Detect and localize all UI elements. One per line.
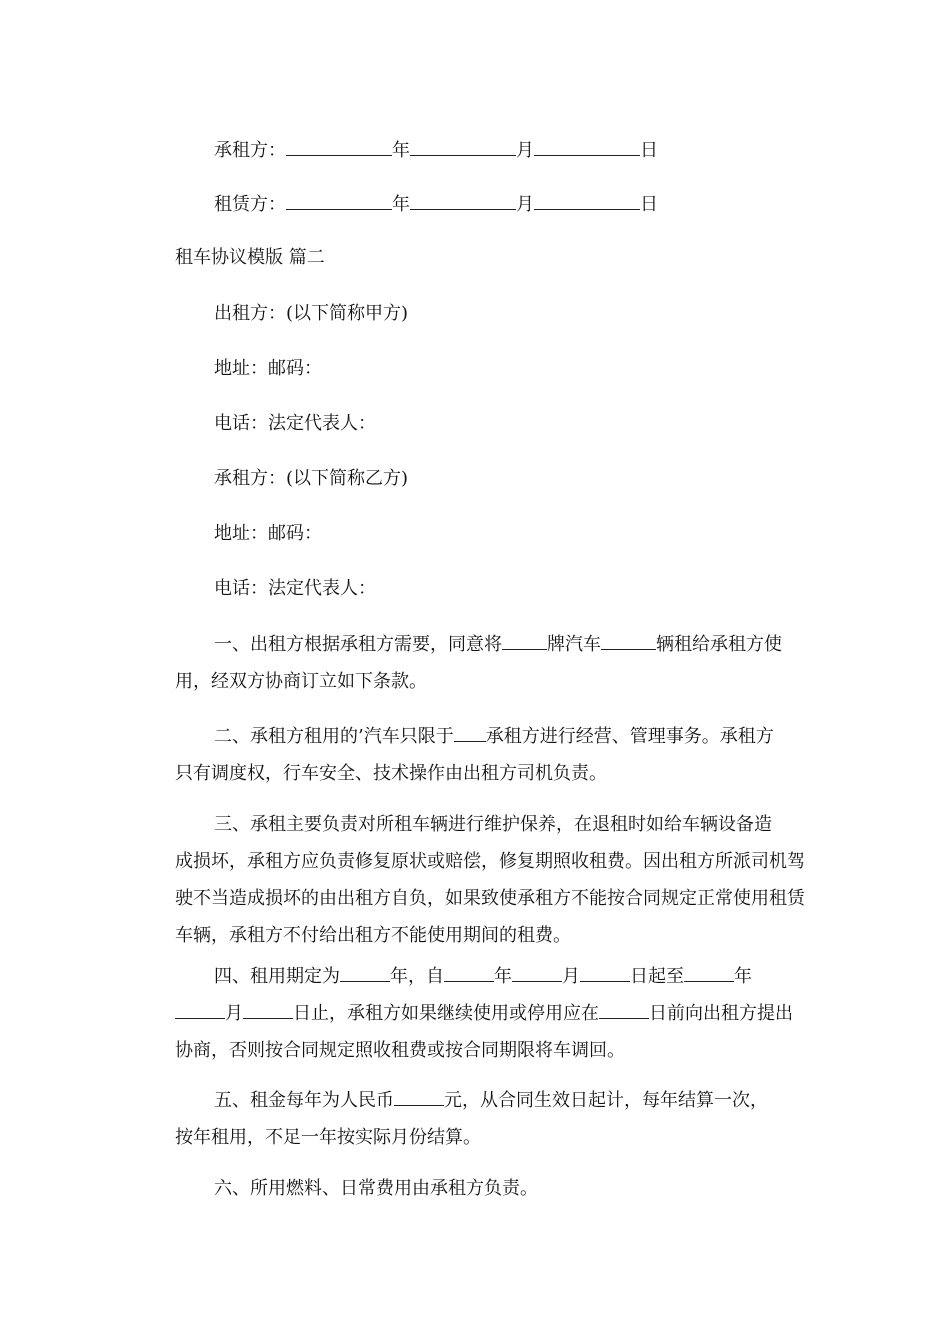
rent-blank [394, 1087, 444, 1106]
clause-5: 五、租金每年为人民币 元，从合同生效日起计，每年结算一次， 按年租用，不足一年按实际月份结算。 [175, 1082, 807, 1156]
end-year-blank [684, 963, 734, 982]
lessee-label: 承租方： [214, 140, 286, 161]
plate-blank [502, 631, 547, 650]
lessee-signature-line [214, 137, 658, 163]
lessor-label: 租赁方： [214, 194, 286, 215]
lessor-signature-line [214, 191, 658, 217]
lessor-address: 地址：邮码： [214, 358, 322, 379]
lessor-party: 出租方：(以下简称甲方) [214, 303, 409, 324]
day-label: 日 [640, 140, 658, 161]
count-blank [601, 631, 656, 650]
start-month-blank [512, 963, 562, 982]
scope-blank [454, 723, 486, 742]
clause-1: 一、出租方根据承租方需要，同意将 牌汽车 辆租给承租方使 用，经双方协商订立如下条款。 [175, 626, 807, 700]
year-blank [286, 191, 392, 210]
lessee-phone: 电话：法定代表人： [214, 578, 376, 599]
month-blank [410, 137, 516, 156]
month-label: 月 [516, 194, 534, 215]
clause-3: 三、承租主要负责对所租车辆进行维护保养，在退租时如给车辆设备造 成损坏，承租方应负责修复原状或赔偿，修复期照收租费。因出租方所派司机驾 驶不当造成损坏的由出租方自负，如果致使承租方不能按合同规定正常使用租赁 车辆，承租方不付给出租方不能使用期间的租费。 [175, 814, 805, 946]
lessee-address: 地址：邮码： [214, 523, 322, 544]
end-month-blank [175, 1000, 225, 1019]
clause-6: 六、所用燃料、日常费用由承租方负责。 [214, 1178, 538, 1199]
lessee-party: 承租方：(以下简称乙方) [214, 468, 409, 489]
day-blank [534, 137, 640, 156]
clause-4: 四、租用期定为 年，自 年 月 日起至 年 月 日止，承租方如果继续使用或停用应在 日前向出租方提出 协商，否则按合同规定照收租费或按合同期限将车调回。 [175, 958, 807, 1069]
lessor-phone: 电话：法定代表人： [214, 413, 376, 434]
month-blank [410, 191, 516, 210]
start-year-blank [444, 963, 494, 982]
day-label: 日 [640, 194, 658, 215]
day-blank [534, 191, 640, 210]
year-label: 年 [392, 140, 410, 161]
clause-2: 二、承租方租用的’汽车只限于 承租方进行经营、管理事务。承租方 只有调度权，行车安全、技术操作由出租方司机负责。 [175, 718, 807, 792]
section-heading: 租车协议模版 篇二 [175, 247, 325, 268]
year-label: 年 [392, 194, 410, 215]
notice-days-blank [599, 1000, 649, 1019]
start-day-blank [580, 963, 630, 982]
end-day-blank [243, 1000, 293, 1019]
month-label: 月 [516, 140, 534, 161]
year-blank [286, 137, 392, 156]
term-years-blank [340, 963, 390, 982]
